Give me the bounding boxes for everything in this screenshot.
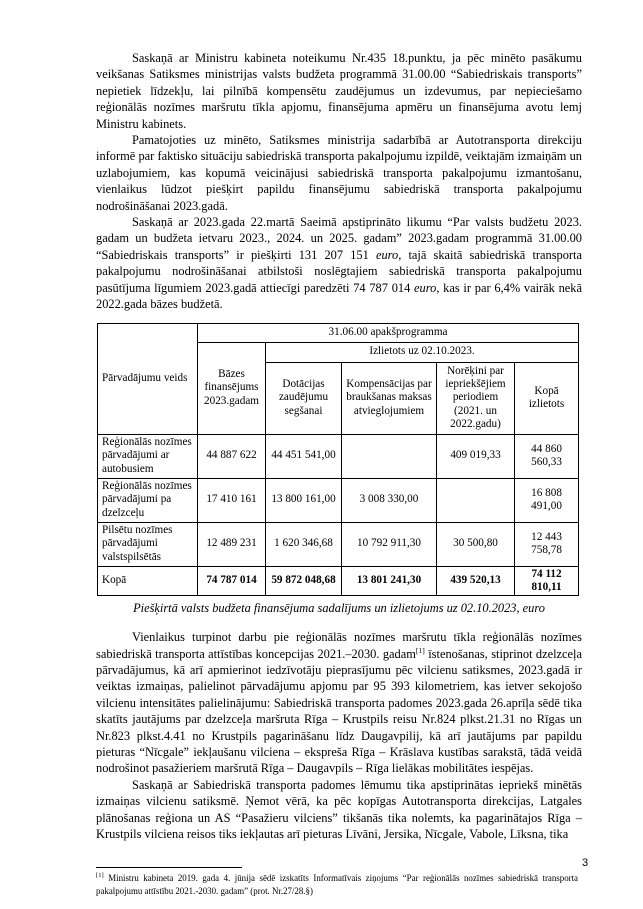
table-caption: Piešķirtā valsts budžeta finansējuma sadalījums un izlietojums uz 02.10.2023, euro	[133, 601, 545, 616]
footnote	[96, 872, 578, 898]
header-dotacijas: Dotācijas zaudējumu segšanai	[266, 362, 342, 434]
footnote-text: Ministru kabineta 2019. gada 4. jūnija sēdē izskatīts Informatīvais ziņojums “Par reģionālās nozīmes sabiedriskā transporta pakalpojumu attīstību 2021.-2030. gadam” (prot. Nr.27/28.§)	[96, 873, 578, 897]
cell-norekini	[437, 478, 515, 522]
header-norekini: Norēķini par iepriekšējiem periodiem (2021. un 2022.gadu)	[437, 362, 515, 434]
paragraph-1: Saskaņā ar Ministru kabineta noteikumu Nr.435 18.punktu, ja pēc minēto pasākumu veikšanas Satiksmes ministrijas valsts budžeta programmā 31.00.00 “Sabiedriskais transports” nepietiek līdzekļu, lai pilnībā kompensētu zaudējumus un izdevumus, par nepieciešamo reģionālās nozīmes maršrutu tīkla apjomu, finansējuma apmēru un finansējuma avotu lemj Ministru kabinets.	[96, 51, 582, 131]
cell-kompensacijas: 3 008 330,00	[342, 478, 437, 522]
row-label: Pilsētu nozīmes pārvadājumi valstspilsētās	[98, 522, 198, 566]
cell-dotacijas-total: 59 872 048,68	[266, 566, 342, 596]
table-row-total	[98, 566, 579, 596]
cell-norekini: 409 019,33	[437, 434, 515, 478]
paragraph-2: Pamatojoties uz minēto, Satiksmes ministrija sadarbībā ar Autotransporta direkciju informē par faktisko situāciju sabiedriskā transporta pakalpojumu izpildē, veiktajām izmaiņām un uzlabojumiem, kas kopumā veicinājusi sabiedriskā transporta pakalpojumu izmantošanu, vienlaikus lūdzot piešķirt papildu finansējumu sabiedriskā transporta pakalpojumu nodrošināšanai 2023.gadā.	[96, 133, 582, 213]
document-content	[96, 50, 582, 898]
funding-table	[97, 323, 579, 597]
header-kompensacijas: Kompensācijas par braukšanas maksas atvieglojumiem	[342, 362, 437, 434]
paragraph-5: Saskaņā ar Sabiedriskā transporta padomes lēmumu tika apstiprinātas iepriekš minētās izmaiņas vilcienu satiksmē. Ņemot vērā, ka pēc kopīgas Autotransporta direkcijas, Latgales plānošanas reģiona un AS “Pasažieru vilciens” tikšanās tika nolemts, ka pagarinātajos Rīga – Krustpils vilciena reisos tiks iekļautas arī pieturas Līvāni, Jersika, Nīcgale, Vabole, Līksna, tika	[96, 777, 582, 841]
cell-base: 17 410 161	[198, 478, 266, 522]
table-row-autobusi	[98, 434, 579, 478]
paragraph-4: Vienlaikus turpinot darbu pie reģionālās nozīmes maršrutu tīkla reģionālās nozīmes sabiedriskā transporta attīstības koncepcijas 2021.–2030. gadam[1] īstenošanas, stiprinot dzelzceļa pārvadājumus, kā arī apmierinot iedzīvotāju pieprasījumu pēc vilcienu satiksmes, 2023.gadā ir veiktas izmaiņas, palielinot pārvadājumu apjomu par 95 393 kilometriem, kas ietver sekojošo vilcienu intensitātes palielinājumu: Sabiedriskā transporta padomes 2023.gada 26.aprīļa sēdē tika skatīts jautājums par dzelzceļa maršruta Rīga – Krustpils reisu Nr.824 plkst.21.31 no Rīgas un Nr.823 plkst.4.41 no Krustpils pagarināšanu līdz Daugavpilij, kā arī jautājums par papildu pieturas “Nīcgale” iekļaušanu vilciena – ekspreša Rīga – Krāslava kustības sarakstā, tādā veidā nodrošinot pasažieriem maršrutā Rīga – Daugavpils – Rīga lielākas mobilitātes iespējas.	[96, 630, 582, 776]
header-bazes-finansejums: Bāzes finansējums 2023.gadam	[198, 342, 266, 434]
row-label-total: Kopā	[98, 566, 198, 596]
header-subprogram: 31.06.00 apakšprogramma	[198, 323, 579, 342]
header-izlietots: Izlietots uz 02.10.2023.	[266, 342, 579, 362]
footnote-marker: [1]	[96, 872, 104, 880]
cell-kompensacijas	[342, 434, 437, 478]
page-number: 3	[582, 857, 589, 869]
footnote-separator	[96, 867, 242, 868]
cell-base-total: 74 787 014	[198, 566, 266, 596]
table-row-dzelzcels	[98, 478, 579, 522]
cell-kopa: 16 808 491,00	[515, 478, 579, 522]
paragraph-3: Saskaņā ar 2023.gada 22.martā Saeimā apstiprināto likumu “Par valsts budžetu 2023. gadam un budžeta ietvaru 2023., 2024. un 2025. gadam” 2023.gadam programmā 31.00.00 “Sabiedriskais transports” ir piešķirti 131 207 151 euro, tajā skaitā sabiedriskā transporta pakalpojumu nodrošināšanai atbilstoši noslēgtajiem sabiedriskā transporta pakalpojumu pasūtījuma līgumiem 2023.gadā attiecīgi paredzēti 74 787 014 euro, kas ir par 6,4% vairāk nekā 2022.gada bāzes budžetā.	[96, 215, 582, 312]
cell-kompensacijas-total: 13 801 241,30	[342, 566, 437, 596]
cell-dotacijas: 1 620 346,68	[266, 522, 342, 566]
header-parvadajumu-veids: Pārvadājumu veids	[98, 323, 198, 434]
cell-norekini-total: 439 520,13	[437, 566, 515, 596]
cell-dotacijas: 13 800 161,00	[266, 478, 342, 522]
cell-kopa: 12 443 758,78	[515, 522, 579, 566]
cell-dotacijas: 44 451 541,00	[266, 434, 342, 478]
row-label: Reģionālās nozīmes pārvadājumi ar autobusiem	[98, 434, 198, 478]
header-kopa-izlietots: Kopā izlietots	[515, 362, 579, 434]
row-label: Reģionālās nozīmes pārvadājumi pa dzelzceļu	[98, 478, 198, 522]
cell-kopa-total: 74 112 810,11	[515, 566, 579, 596]
cell-kompensacijas: 10 792 911,30	[342, 522, 437, 566]
cell-base: 12 489 231	[198, 522, 266, 566]
cell-norekini: 30 500,80	[437, 522, 515, 566]
table-row-pilsetas	[98, 522, 579, 566]
cell-kopa: 44 860 560,33	[515, 434, 579, 478]
cell-base: 44 887 622	[198, 434, 266, 478]
